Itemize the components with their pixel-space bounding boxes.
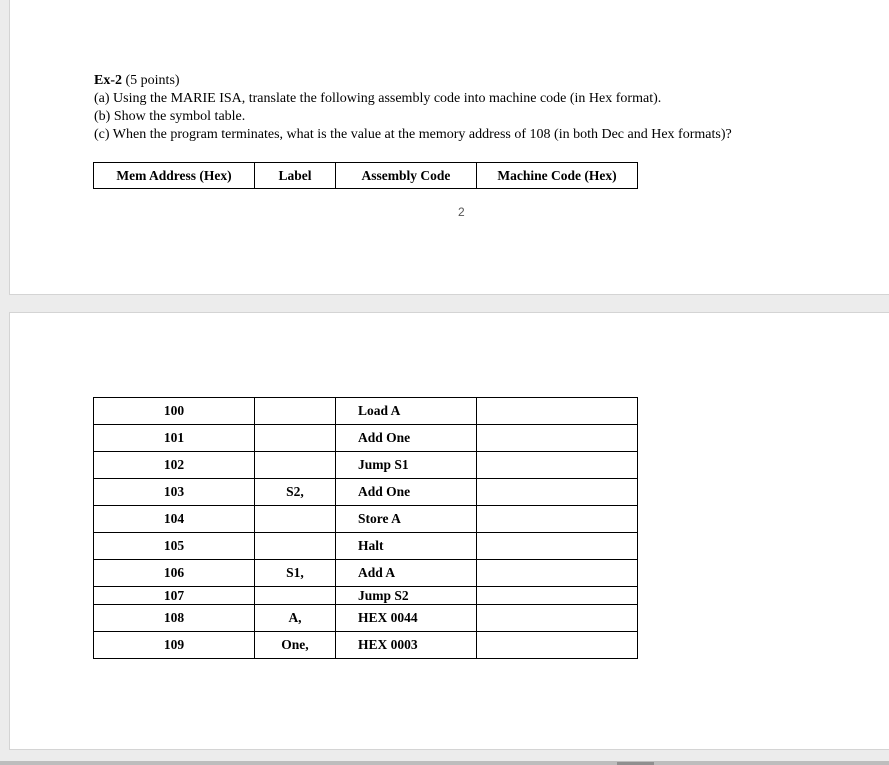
header-label: Label: [255, 163, 336, 189]
cell-machine-code: [477, 398, 638, 425]
cell-assembly-code: Halt: [336, 533, 477, 560]
table-row: [94, 479, 638, 506]
cell-address: 103: [94, 479, 255, 506]
table-row: [94, 533, 638, 560]
page-number: 2: [458, 205, 465, 219]
table-row: [94, 398, 638, 425]
cell-label: [255, 533, 336, 560]
table-row: [94, 452, 638, 479]
cell-machine-code: [477, 587, 638, 605]
cell-machine-code: [477, 533, 638, 560]
table-row: [94, 632, 638, 659]
cell-machine-code: [477, 479, 638, 506]
cell-address: 101: [94, 425, 255, 452]
code-table: [93, 397, 638, 659]
cell-address: 105: [94, 533, 255, 560]
table-row: [94, 506, 638, 533]
cell-assembly-code: Jump S1: [336, 452, 477, 479]
cell-label: [255, 425, 336, 452]
cell-assembly-code: Add A: [336, 560, 477, 587]
header-assembly-code: Assembly Code: [336, 163, 477, 189]
question-part-b: (b) Show the symbol table.: [94, 109, 246, 124]
cell-assembly-code: Add One: [336, 425, 477, 452]
cell-label: [255, 452, 336, 479]
cell-machine-code: [477, 605, 638, 632]
cell-address: 102: [94, 452, 255, 479]
cell-machine-code: [477, 632, 638, 659]
table-row: [94, 560, 638, 587]
table-row: [94, 587, 638, 605]
cell-label: S1,: [255, 560, 336, 587]
question-part-c: (c) When the program terminates, what is the value at the memory address of 108 (in both Dec and Hex formats)?: [94, 127, 732, 142]
question-part-a: (a) Using the MARIE ISA, translate the following assembly code into machine code (in Hex format).: [94, 91, 662, 106]
cell-assembly-code: Jump S2: [336, 587, 477, 605]
table-row: [94, 425, 638, 452]
table-row: [94, 605, 638, 632]
cell-address: 100: [94, 398, 255, 425]
cell-label: [255, 506, 336, 533]
cell-assembly-code: HEX 0044: [336, 605, 477, 632]
cell-assembly-code: Add One: [336, 479, 477, 506]
cell-assembly-code: Store A: [336, 506, 477, 533]
cell-address: 108: [94, 605, 255, 632]
cell-assembly-code: HEX 0003: [336, 632, 477, 659]
header-machine-code: Machine Code (Hex): [477, 163, 638, 189]
cell-label: One,: [255, 632, 336, 659]
cell-label: S2,: [255, 479, 336, 506]
header-row: [94, 163, 638, 189]
header-mem-address: Mem Address (Hex): [94, 163, 255, 189]
document-page-1: [9, 0, 889, 295]
cell-label: [255, 587, 336, 605]
cell-address: 104: [94, 506, 255, 533]
cell-machine-code: [477, 560, 638, 587]
header-table: [93, 162, 638, 189]
question-title: Ex-2: [94, 73, 122, 88]
bottom-scroll-track: [0, 761, 889, 765]
cell-machine-code: [477, 452, 638, 479]
cell-machine-code: [477, 425, 638, 452]
cell-address: 109: [94, 632, 255, 659]
cell-label: [255, 398, 336, 425]
cell-label: A,: [255, 605, 336, 632]
cell-address: 106: [94, 560, 255, 587]
cell-assembly-code: Load A: [336, 398, 477, 425]
cell-machine-code: [477, 506, 638, 533]
cell-address: 107: [94, 587, 255, 605]
question-title-line: [94, 72, 180, 89]
question-points: (5 points): [125, 73, 180, 88]
